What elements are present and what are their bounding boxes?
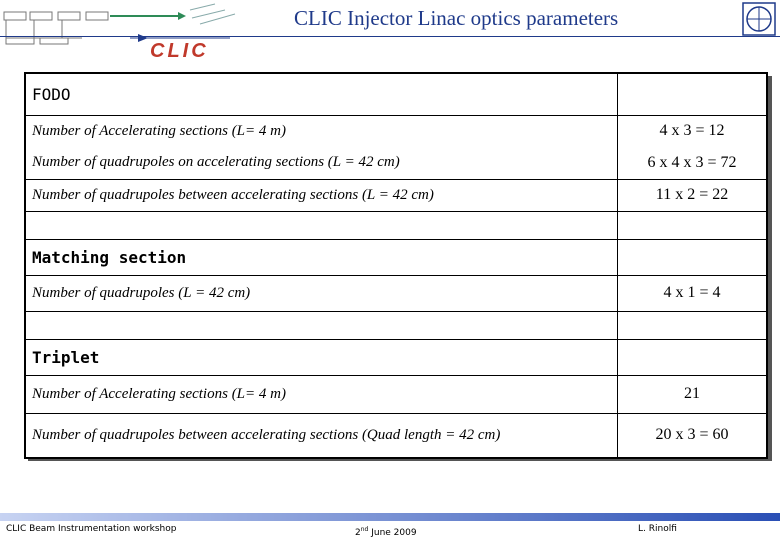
table-row	[25, 115, 767, 147]
row-label: Number of quadrupoles on accelerating sections (L = 42 cm)	[25, 147, 618, 179]
table-spacer-row	[25, 211, 767, 239]
row-value	[618, 73, 768, 115]
table-row	[25, 413, 767, 458]
row-label: Number of quadrupoles between accelerating sections (L = 42 cm)	[25, 179, 618, 211]
footer-date-rest: June 2009	[368, 528, 417, 538]
section-heading-fodo: FODO	[25, 73, 618, 115]
row-value	[618, 239, 768, 275]
row-label: Number of quadrupoles between accelerating sections (Quad length = 42 cm)	[25, 413, 618, 458]
table-row	[25, 275, 767, 311]
clic-logo	[0, 0, 240, 60]
page-title: CLIC Injector Linac optics parameters	[294, 6, 619, 30]
table-row-fodo-heading	[25, 73, 767, 115]
spacer-cell	[618, 211, 768, 239]
table-row-triplet-heading	[25, 339, 767, 375]
footer-bar	[0, 513, 780, 521]
row-value: 20 x 3 = 60	[618, 413, 768, 458]
row-value: 21	[618, 375, 768, 413]
row-value: 4 x 1 = 4	[618, 275, 768, 311]
section-heading-triplet: Triplet	[25, 339, 618, 375]
spacer-cell	[25, 311, 618, 339]
row-value: 11 x 2 = 22	[618, 179, 768, 211]
footer-date	[355, 526, 417, 538]
spacer-cell	[618, 311, 768, 339]
row-label: Number of quadrupoles (L = 42 cm)	[25, 275, 618, 311]
footer-workshop: CLIC Beam Instrumentation workshop	[6, 524, 177, 534]
table-row	[25, 147, 767, 179]
row-value: 4 x 3 = 12	[618, 115, 768, 147]
row-value	[618, 339, 768, 375]
optics-table-container	[24, 72, 768, 457]
cern-logo-icon	[742, 2, 776, 36]
row-label: Number of Accelerating sections (L= 4 m)	[25, 115, 618, 147]
spacer-cell	[25, 211, 618, 239]
clic-wordmark: CLIC	[150, 40, 209, 60]
optics-parameters-table	[24, 72, 768, 459]
table-row	[25, 375, 767, 413]
row-label: Number of Accelerating sections (L= 4 m)	[25, 375, 618, 413]
header-divider	[0, 36, 780, 37]
table-row-matching-heading	[25, 239, 767, 275]
footer-author: L. Rinolfi	[638, 524, 677, 534]
footer-date-suffix: nd	[360, 526, 369, 533]
row-value: 6 x 4 x 3 = 72	[618, 147, 768, 179]
table-row	[25, 179, 767, 211]
section-heading-matching: Matching section	[25, 239, 618, 275]
table-spacer-row	[25, 311, 767, 339]
footer-date-day: 2	[355, 528, 361, 538]
